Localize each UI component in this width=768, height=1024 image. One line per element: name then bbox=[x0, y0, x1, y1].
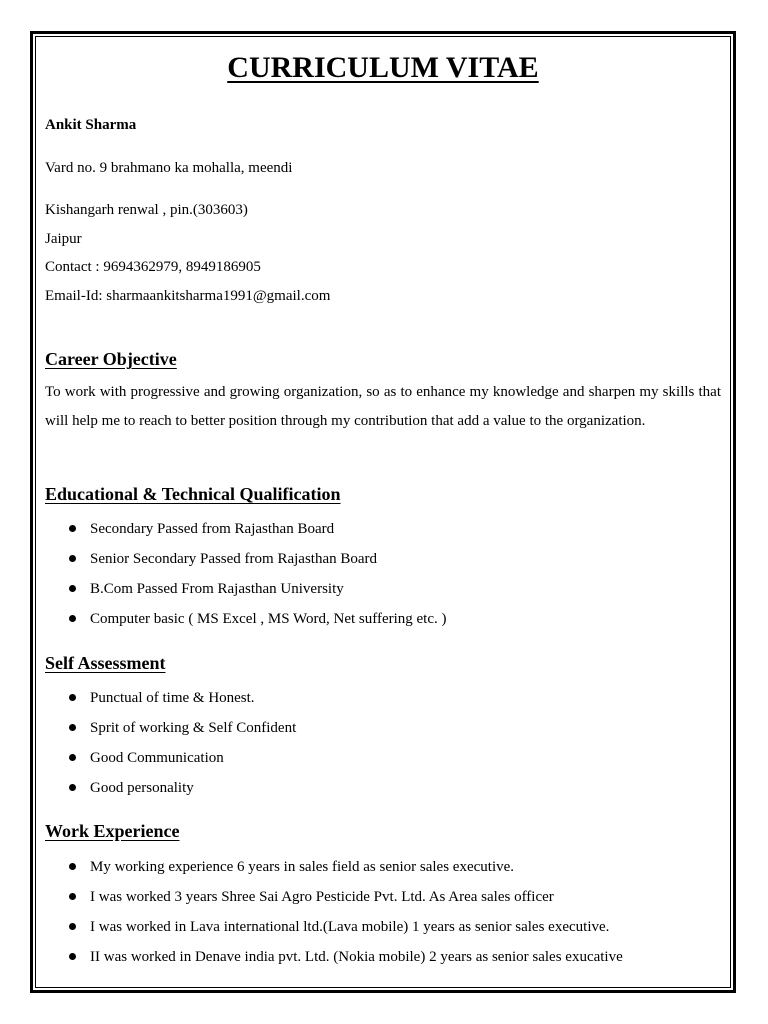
list-item-text: Good Communication bbox=[90, 750, 224, 766]
career-objective-heading: Career Objective bbox=[45, 349, 177, 369]
list-item-text: I was worked in Lava international ltd.(Lava mobile) 1 years as senior sales executive. bbox=[90, 919, 610, 935]
candidate-name: Ankit Sharma bbox=[45, 117, 137, 133]
contact-numbers: Contact : 9694362979, 8949186905 bbox=[45, 259, 261, 275]
education-heading: Educational & Technical Qualification bbox=[45, 484, 341, 504]
list-item bbox=[45, 580, 447, 610]
list-item-text: I was worked 3 years Shree Sai Agro Pesticide Pvt. Ltd. As Area sales officer bbox=[90, 889, 554, 905]
list-item bbox=[45, 858, 623, 888]
bullet-icon bbox=[69, 555, 76, 562]
work-experience-list bbox=[45, 858, 623, 978]
list-item bbox=[45, 550, 447, 580]
list-item bbox=[45, 779, 296, 809]
list-item-text: My working experience 6 years in sales field as senior sales executive. bbox=[90, 859, 515, 875]
bullet-icon bbox=[69, 953, 76, 960]
list-item-text: Sprit of working & Self Confident bbox=[90, 720, 297, 736]
bullet-icon bbox=[69, 525, 76, 532]
bullet-icon bbox=[69, 694, 76, 701]
list-item-text: Senior Secondary Passed from Rajasthan Board bbox=[90, 551, 378, 567]
address-line-2: Kishangarh renwal , pin.(303603) bbox=[45, 202, 248, 218]
page-border-inner bbox=[35, 36, 731, 988]
list-item bbox=[45, 918, 623, 948]
work-experience-heading: Work Experience bbox=[45, 821, 180, 841]
list-item-text: B.Com Passed From Rajasthan University bbox=[90, 581, 344, 597]
list-item bbox=[45, 749, 296, 779]
list-item-text: Computer basic ( MS Excel , MS Word, Net suffering etc. ) bbox=[90, 611, 447, 627]
bullet-icon bbox=[69, 754, 76, 761]
email: Email-Id: sharmaankitsharma1991@gmail.com bbox=[45, 288, 331, 304]
cv-document bbox=[45, 50, 721, 965]
list-item-text: Secondary Passed from Rajasthan Board bbox=[90, 521, 335, 537]
list-item bbox=[45, 719, 296, 749]
bullet-icon bbox=[69, 784, 76, 791]
list-item bbox=[45, 948, 623, 978]
list-item bbox=[45, 888, 623, 918]
list-item-text: Punctual of time & Honest. bbox=[90, 690, 255, 706]
education-list bbox=[45, 520, 447, 640]
bullet-icon bbox=[69, 724, 76, 731]
address-line-1: Vard no. 9 brahmano ka mohalla, meendi bbox=[45, 160, 293, 176]
list-item-text: Good personality bbox=[90, 780, 194, 796]
city: Jaipur bbox=[45, 231, 82, 247]
career-objective-text: To work with progressive and growing organization, so as to enhance my knowledge and sharpen my skills that will help me to reach to better position through my contribution that add a value to the organization. bbox=[45, 384, 721, 429]
bullet-icon bbox=[69, 893, 76, 900]
list-item bbox=[45, 610, 447, 640]
bullet-icon bbox=[69, 585, 76, 592]
self-assessment-list bbox=[45, 689, 296, 809]
bullet-icon bbox=[69, 863, 76, 870]
bullet-icon bbox=[69, 923, 76, 930]
bullet-icon bbox=[69, 615, 76, 622]
list-item-text: II was worked in Denave india pvt. Ltd. (Nokia mobile) 2 years as senior sales exucative bbox=[90, 949, 623, 965]
document-title: CURRICULUM VITAE bbox=[227, 51, 539, 84]
self-assessment-heading: Self Assessment bbox=[45, 653, 166, 673]
list-item bbox=[45, 520, 447, 550]
list-item bbox=[45, 689, 296, 719]
